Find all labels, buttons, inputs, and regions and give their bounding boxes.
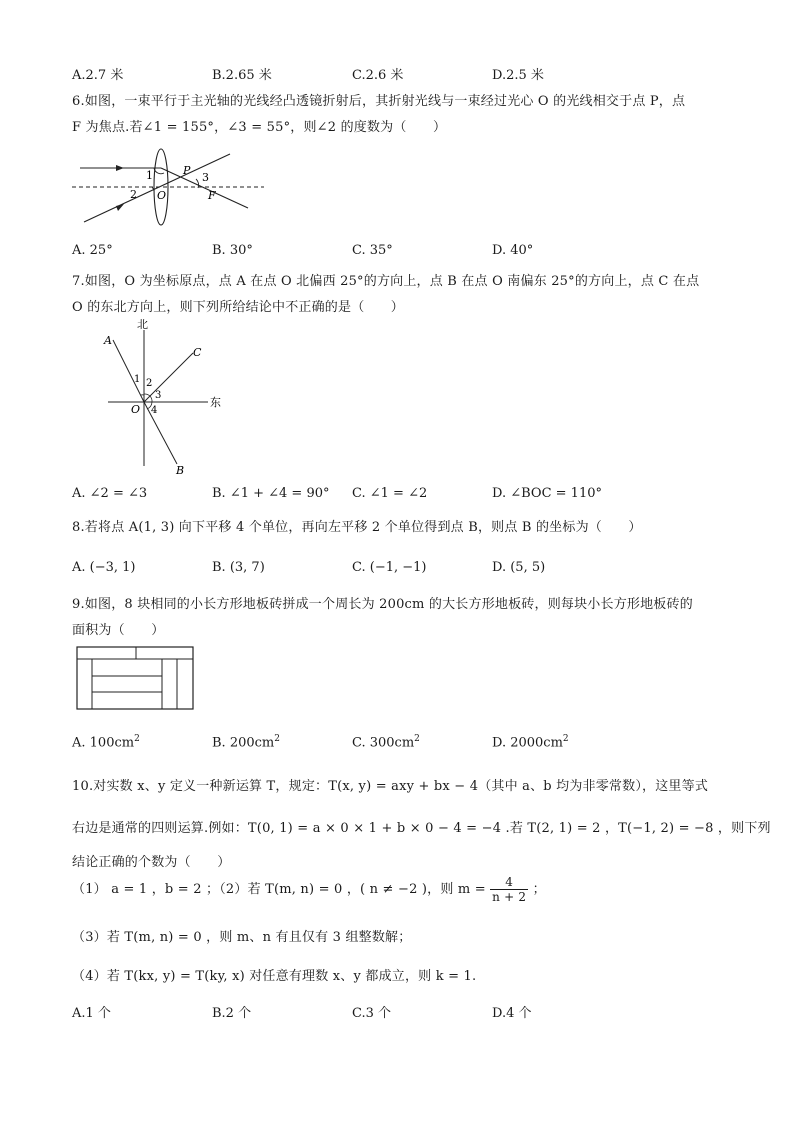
q7-direction-figure — [100, 316, 230, 478]
q7-ray-oa — [113, 340, 144, 402]
q10-fraction: $\frac{4}{n + 2}$ — [492, 875, 527, 904]
q5-option-a: A.2.7 米 — [72, 68, 124, 83]
q6-arrow-1 — [116, 165, 124, 171]
q7-text-line1: 7.如图，O 为坐标原点，点 A 在点 O 北偏西 25°的方向上，点 B 在点 O 南偏东 25°的方向上，点 C 在点 — [72, 274, 700, 289]
q6-label-p: P — [183, 164, 191, 177]
q10-option-d: D.4 个 — [492, 1006, 532, 1021]
q7-ray-ob — [144, 402, 177, 464]
q9-tile-figure — [76, 646, 196, 712]
q8-text-line1: 8.若将点 A(1, 3) 向下平移 4 个单位，再向左平移 2 个单位得到点 B，则点 B 的坐标为（ ） — [72, 520, 642, 535]
q10-option-b: B.2 个 — [212, 1006, 252, 1021]
q5-option-b: B.2.65 米 — [212, 68, 272, 83]
q9-outer-rectangle — [77, 647, 193, 709]
q10-text-line2: 右边是通常的四则运算.例如：T(0, 1) = a × 0 × 1 + b × 0 − 4 = −4 .若 T(2, 1) = 2 ，T(−1, 2) = −8 ，则下列 — [72, 821, 771, 836]
q6-center-ray — [84, 154, 230, 222]
q10-text-line1: 10.对实数 x、y 定义一种新运算 T，规定：T(x, y) = axy + bx − 4（其中 a、b 均为非零常数），这里等式 — [72, 779, 709, 794]
q8-option-a: A. (−3, 1) — [72, 560, 136, 575]
q7-label-c: C — [193, 346, 202, 359]
q7-label-a: A — [104, 334, 112, 347]
q6-lens-figure — [72, 146, 272, 230]
q6-option-d: D. 40° — [492, 243, 534, 258]
q9-text-line2: 面积为（ ） — [72, 623, 165, 638]
q7-label-1: 1 — [134, 374, 141, 385]
q7-label-north: 北 — [137, 318, 148, 331]
q6-option-b: B. 30° — [212, 243, 253, 258]
q9-option-a: A. $100cm^2$ — [72, 734, 140, 751]
q7-label-2: 2 — [146, 378, 153, 389]
q9-text-line1: 9.如图，8 块相同的小长方形地板砖拼成一个周长为 200cm 的大长方形地板砖，则每块小长方形地板砖的 — [72, 597, 693, 612]
q10-item-4: （4）若 T(kx, y) = T(ky, x) 对任意有理数 x、y 都成立，则 k = 1. — [72, 969, 477, 984]
q10-option-a: A.1 个 — [72, 1006, 111, 1021]
q8-option-b: B. (3, 7) — [212, 560, 265, 575]
q7-label-o: O — [131, 403, 141, 416]
q8-option-c: C. (−1, −1) — [352, 560, 427, 575]
q6-text-line1: 6.如图，一束平行于主光轴的光线经凸透镜折射后，其折射光线与一束经过光心 O 的光线相交于点 P，点 — [72, 94, 686, 109]
q9-option-c: C. $300cm^2$ — [352, 734, 420, 751]
q9-option-d: D. $2000cm^2$ — [492, 734, 569, 751]
q6-angle3-arc — [196, 179, 199, 188]
q7-option-a: A. ∠2 = ∠3 — [72, 486, 148, 501]
q7-label-4: 4 — [151, 405, 158, 416]
q5-option-d: D.2.5 米 — [492, 68, 544, 83]
q7-option-b: B. ∠1 + ∠4 = 90° — [212, 486, 330, 501]
q10-text-line3: 结论正确的个数为（ ） — [72, 855, 231, 870]
q7-angle3-arc — [150, 396, 152, 402]
q6-text-line2: F 为焦点.若∠1 = 155°，∠3 = 55°，则∠2 的度数为（ ） — [72, 120, 447, 135]
q6-label-3: 3 — [202, 171, 209, 184]
q6-option-c: C. 35° — [352, 243, 393, 258]
q7-angle2-arc — [144, 394, 150, 396]
q9-option-b: B. $200cm^2$ — [212, 734, 280, 751]
q5-option-c: C.2.6 米 — [352, 68, 404, 83]
q8-option-d: D. (5, 5) — [492, 560, 546, 575]
q6-label-1: 1 — [146, 169, 153, 182]
q6-option-a: A. 25° — [72, 243, 113, 258]
q7-label-3: 3 — [155, 390, 162, 401]
q6-label-o: O — [157, 189, 167, 202]
q6-label-f: F — [208, 189, 216, 202]
q10-item-3: （3）若 T(m, n) = 0 ，则 m、n 有且仅有 3 组整数解； — [72, 930, 412, 945]
q7-text-line2: O 的东北方向上，则下列所给结论中不正确的是（ ） — [72, 300, 404, 315]
q7-label-b: B — [176, 464, 185, 477]
q7-option-c: C. ∠1 = ∠2 — [352, 486, 428, 501]
q7-option-d: D. ∠BOC = 110° — [492, 486, 602, 501]
q7-label-east: 东 — [210, 396, 221, 409]
q6-label-2: 2 — [130, 188, 137, 201]
q6-arrow-2 — [116, 204, 124, 211]
q10-option-c: C.3 个 — [352, 1006, 392, 1021]
q10-item-1-2: （1） a = 1 ，b = 2 ；（2）若 T(m, n) = 0 ，( n ≠ −2 )，则 m = $\frac{4}{n + 2}$ ； — [72, 875, 546, 904]
